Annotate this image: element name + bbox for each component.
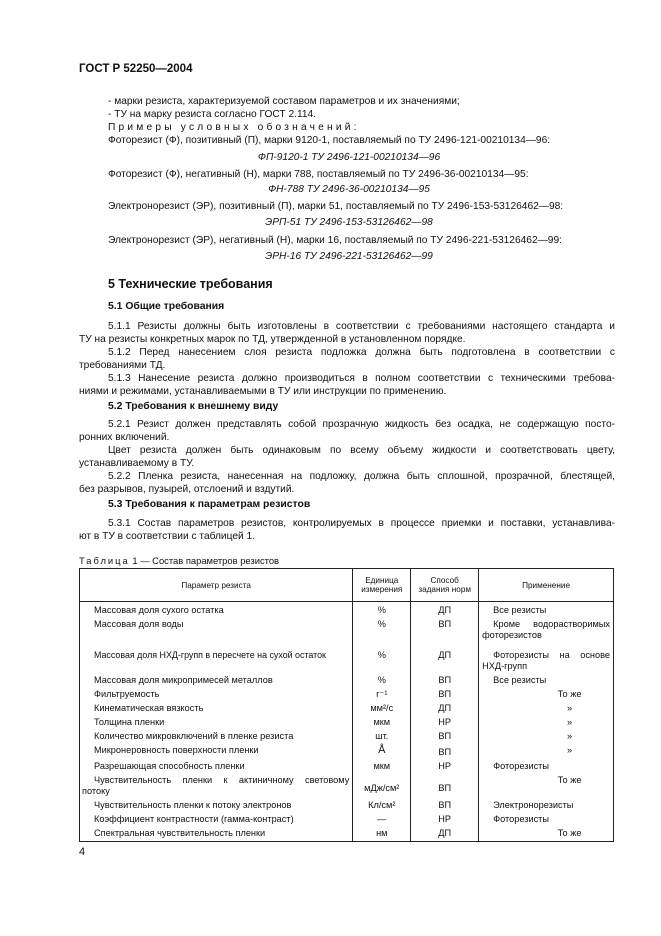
- example-3: Электронорезист (ЭР), позитивный (П), марки 51, поставляемый по ТУ 2496-153-53126462—98:: [108, 201, 564, 212]
- para-5-1-1-a: 5.1.1 Резисты должны быть изготовлены в соответствии с требованиями настоящего стандарта и: [108, 321, 615, 332]
- table-row: [80, 641, 614, 672]
- col-header-unit: [353, 569, 411, 602]
- cell-parameter: Кинематическая вязкость: [80, 700, 353, 714]
- table-caption-word: Таблица: [79, 555, 130, 566]
- section-5-title: 5 Технические требования: [108, 277, 273, 291]
- cell-method: ВП: [411, 686, 479, 700]
- example-1: Фоторезист (Ф), позитивный (П), марки 9120-1, поставляемый по ТУ 2496-121-00210134—96:: [108, 135, 551, 146]
- example-4-code: ЭРН-16 ТУ 2496-221-53126462—99: [265, 251, 433, 262]
- cell-method: ВП: [411, 672, 479, 686]
- cell-unit: Кл/см²: [353, 797, 411, 811]
- intro-line-1: - марки резиста, характеризуемой составом параметров и их значениями;: [108, 96, 460, 107]
- cell-application: Все резисты: [479, 602, 614, 617]
- col-header-parameter: Параметр резиста: [80, 569, 353, 602]
- cell-method: НР: [411, 714, 479, 728]
- col-header-method-line-1: Способ: [430, 576, 459, 585]
- cell-application-line-2: НХД-групп: [482, 661, 528, 671]
- cell-parameter: Массовая доля воды: [80, 616, 353, 641]
- example-2-code: ФН-788 ТУ 2496-36-00210134—95: [268, 184, 430, 195]
- cell-method: НР: [411, 758, 479, 772]
- para-5-3-1-b: ют в ТУ в соответствии с таблицей 1.: [79, 531, 256, 542]
- cell-parameter: Фильтруемость: [80, 686, 353, 700]
- para-5-1-2-a: 5.1.2 Перед нанесением слоя резиста подложка должна быть подготовлена в соответствии с: [108, 347, 615, 358]
- cell-parameter: Количество микровключений в пленке резиста: [80, 728, 353, 742]
- cell-unit: нм: [353, 825, 411, 842]
- table-row: [80, 811, 614, 825]
- para-5-2-1-c: Цвет резиста должен быть одинаковым по всему объему жидкости и соответствовать цвету,: [108, 445, 615, 456]
- table-row: [80, 742, 614, 758]
- cell-unit: мм²/с: [353, 700, 411, 714]
- cell-parameter: Разрешающая способность пленки: [80, 758, 353, 772]
- para-5-2-2-a: 5.2.2 Пленка резиста, нанесенная на подложку, должна быть сплошной, прозрачной, блестящей,: [108, 471, 615, 482]
- cell-unit: мкм: [353, 758, 411, 772]
- cell-unit: мДж/см²: [353, 772, 411, 797]
- col-header-unit-line-1: Единица: [365, 576, 399, 585]
- cell-application: [479, 641, 614, 672]
- para-5-1-2-b: требованиями ТД.: [79, 360, 166, 371]
- table-row: [80, 825, 614, 842]
- table-row: [80, 797, 614, 811]
- example-2: Фоторезист (Ф), негативный (Н), марки 788, поставляемый по ТУ 2496-36-00210134—95:: [108, 169, 529, 180]
- table-header-row: [80, 569, 614, 602]
- cell-parameter: Коэффициент контрастности (гамма-контраст): [80, 811, 353, 825]
- cell-application: »: [479, 700, 614, 714]
- document-header: ГОСТ Р 52250—2004: [79, 63, 193, 75]
- table-row: [80, 616, 614, 641]
- cell-application: »: [479, 728, 614, 742]
- table-row: [80, 602, 614, 617]
- cell-method: ВП: [411, 728, 479, 742]
- cell-parameter: Микронеровность поверхности пленки: [80, 742, 353, 758]
- cell-unit: г⁻¹: [353, 686, 411, 700]
- cell-parameter: [80, 772, 353, 797]
- cell-parameter: Чувствительность пленки к потоку электронов: [80, 797, 353, 811]
- col-header-application: Применение: [479, 569, 614, 602]
- para-5-2-1-a: 5.2.1 Резист должен представлять собой прозрачную жидкость без осадка, не содержащую посто-: [108, 419, 615, 430]
- table-row: [80, 700, 614, 714]
- cell-parameter: Массовая доля микропримесей металлов: [80, 672, 353, 686]
- table-row: [80, 714, 614, 728]
- cell-parameter: Толщина пленки: [80, 714, 353, 728]
- cell-application: [479, 616, 614, 641]
- cell-application: То же: [479, 825, 614, 842]
- col-header-unit-line-2: измерения: [361, 585, 403, 594]
- para-5-1-3-a: 5.1.3 Нанесение резиста должно производиться в полном соответствии с техническими требова-: [108, 373, 615, 384]
- cell-unit: мкм: [353, 714, 411, 728]
- cell-method: НР: [411, 811, 479, 825]
- para-5-3-1-a: 5.3.1 Состав параметров резистов, контролируемых в процессе приемки и поставки, устанавлива-: [108, 518, 615, 529]
- para-5-1-1-b: ТУ на резисты конкретных марок по ТД, утвержденной в установленном порядке.: [79, 334, 466, 345]
- cell-method: ДП: [411, 602, 479, 617]
- intro-line-2: - ТУ на марку резиста согласно ГОСТ 2.114.: [108, 109, 317, 120]
- cell-application-line-2: фоторезистов: [482, 630, 542, 640]
- cell-application-line-1: Кроме водорастворимых: [493, 619, 610, 629]
- table-row: [80, 672, 614, 686]
- cell-parameter: Массовая доля сухого остатка: [80, 602, 353, 617]
- cell-unit: %: [353, 602, 411, 617]
- parameters-table: [79, 568, 614, 842]
- cell-method: ВП: [411, 797, 479, 811]
- cell-application: То же: [479, 772, 614, 797]
- example-3-code: ЭРП-51 ТУ 2496-153-53126462—98: [265, 217, 433, 228]
- cell-method: ВП: [411, 616, 479, 641]
- table-row: [80, 686, 614, 700]
- table-row: [80, 728, 614, 742]
- para-5-2-2-b: без разрывов, пузырей, отслоений и вздутий.: [79, 484, 295, 495]
- table-caption: [79, 555, 279, 566]
- cell-method: ВП: [411, 772, 479, 797]
- para-5-1-3-b: ниями и режимами, устанавливаемыми в ТУ или инструкции по применению.: [79, 386, 447, 397]
- cell-method: ДП: [411, 825, 479, 842]
- cell-method: ВП: [411, 742, 479, 758]
- examples-title: Примеры условных обозначений:: [108, 122, 360, 133]
- cell-method: ДП: [411, 641, 479, 672]
- para-5-2-1-b: ронних включений.: [79, 432, 170, 443]
- cell-application: »: [479, 714, 614, 728]
- example-1-code: ФП-9120-1 ТУ 2496-121-00210134—96: [257, 152, 441, 163]
- cell-parameter: Спектральная чувствительность пленки: [80, 825, 353, 842]
- cell-unit: %: [353, 672, 411, 686]
- cell-parameter: Массовая доля НХД-групп в пересчете на сухой остаток: [80, 641, 353, 672]
- cell-application-line-1: Фоторезисты на основе: [493, 650, 610, 660]
- section-5-1-title: 5.1 Общие требования: [108, 301, 225, 312]
- cell-application: Фоторезисты: [479, 758, 614, 772]
- section-5-2-title: 5.2 Требования к внешнему виду: [108, 401, 279, 412]
- table-caption-text: 1 — Состав параметров резистов: [129, 555, 280, 566]
- col-header-method-line-2: задания норм: [418, 585, 472, 594]
- cell-unit: Å: [353, 742, 411, 758]
- cell-parameter-line-2: потоку: [82, 786, 110, 796]
- section-5-3-title: 5.3 Требования к параметрам резистов: [108, 499, 311, 510]
- col-header-method: [411, 569, 479, 602]
- page-number: 4: [79, 846, 86, 858]
- cell-unit: %: [353, 616, 411, 641]
- cell-unit: —: [353, 811, 411, 825]
- cell-parameter-line-1: Чувствительность пленки к актиничному световому: [94, 775, 350, 785]
- cell-method: ДП: [411, 700, 479, 714]
- cell-unit: %: [353, 641, 411, 672]
- cell-unit: шт.: [353, 728, 411, 742]
- example-4: Электронорезист (ЭР), негативный (Н), марки 16, поставляемый по ТУ 2496-221-53126462—99:: [108, 235, 562, 246]
- cell-application: »: [479, 742, 614, 758]
- cell-application: Фоторезисты: [479, 811, 614, 825]
- cell-application: То же: [479, 686, 614, 700]
- cell-application: Электронорезисты: [479, 797, 614, 811]
- para-5-2-1-d: устанавливаемому в ТУ.: [79, 458, 195, 469]
- cell-application: Все резисты: [479, 672, 614, 686]
- table-row: [80, 772, 614, 797]
- table-row: [80, 758, 614, 772]
